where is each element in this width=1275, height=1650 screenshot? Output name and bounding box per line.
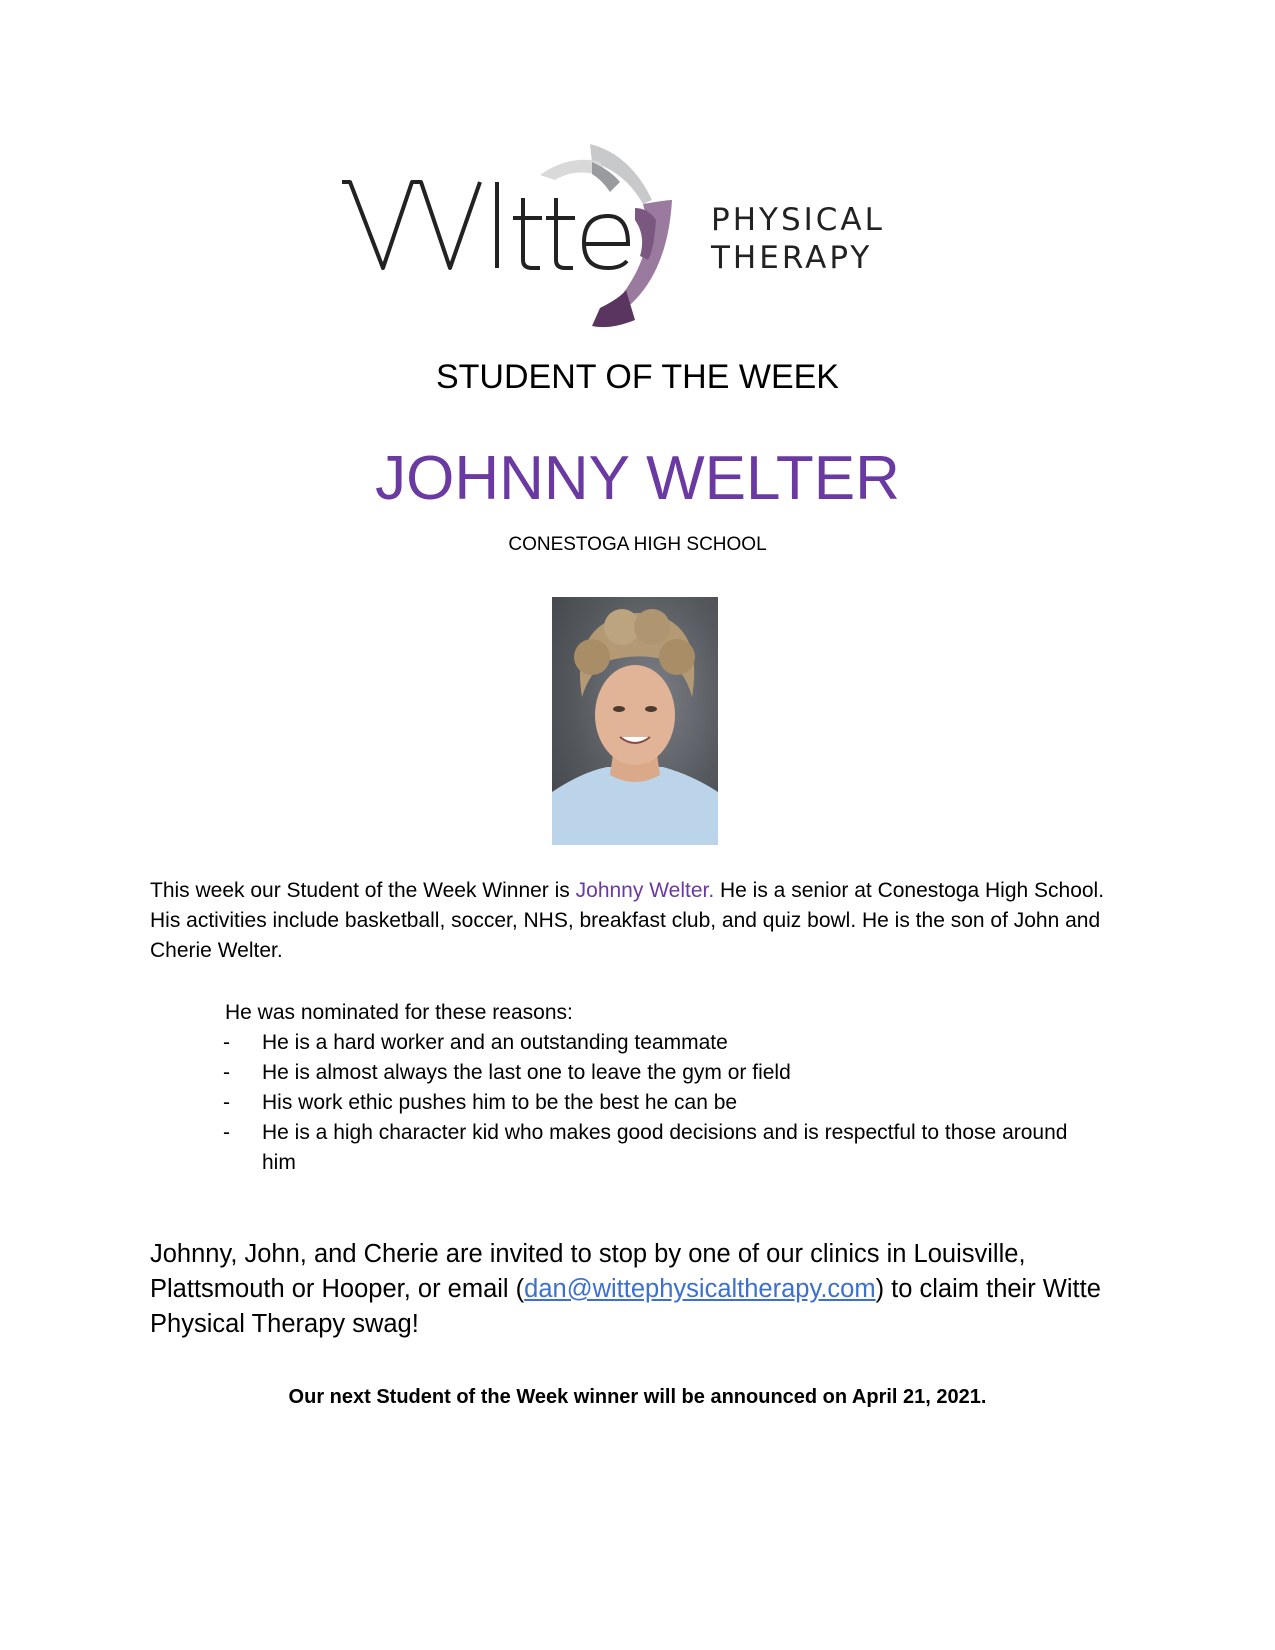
reason-text: He is a high character kid who makes good decisions and is respectful to those around him (262, 1121, 1068, 1174)
invite-text-after: ) to claim their Witte Physical Therapy swag! (150, 1275, 1101, 1338)
bullet-dash: - (223, 1091, 230, 1114)
student-name: JOHNNY WELTER (375, 444, 900, 513)
nomination-title: He was nominated for these reasons: (225, 1001, 573, 1024)
bullet-dash: - (223, 1121, 230, 1144)
student-photo (552, 597, 718, 845)
page-heading: STUDENT OF THE WEEK (435, 358, 839, 396)
reason-text: He is a hard worker and an outstanding teammate (262, 1031, 728, 1054)
intro-text-before: This week our Student of the Week Winner is (150, 879, 576, 902)
invite-paragraph (150, 1237, 1110, 1342)
bullet-dash: - (223, 1031, 230, 1054)
next-announcement: Our next Student of the Week winner will be announced on April 21, 2021. (288, 1386, 987, 1408)
student-school: CONESTOGA HIGH SCHOOL (508, 534, 767, 555)
reason-item (215, 1028, 1075, 1058)
portrait-image (552, 597, 718, 845)
reason-text: He is almost always the last one to leave the gym or field (262, 1061, 791, 1084)
intro-text-after: He is a senior at Conestoga High School. His activities include basketball, soccer, NHS, breakfast club, and quiz bowl. He is the son of John and Cherie Welter. (150, 879, 1105, 962)
logo-text-therapy: THERAPY (711, 240, 873, 276)
intro-name-highlight: Johnny Welter. (575, 879, 715, 902)
reason-text: His work ethic pushes him to be the best he can be (262, 1091, 738, 1114)
intro-paragraph (150, 876, 1110, 966)
bullet-dash: - (223, 1061, 230, 1084)
logo-text-physical: PHYSICAL (711, 202, 885, 238)
email-link[interactable]: dan@wittephysicaltherapy.com (524, 1275, 876, 1303)
reason-item (215, 1088, 1075, 1118)
invite-text-before: Johnny, John, and Cherie are invited to stop by one of our clinics in Louisville, Plattsmouth or Hooper, or email ( (150, 1240, 1026, 1303)
reason-item (215, 1058, 1075, 1088)
reason-item (215, 1118, 1075, 1178)
reasons-list (215, 1028, 1075, 1178)
